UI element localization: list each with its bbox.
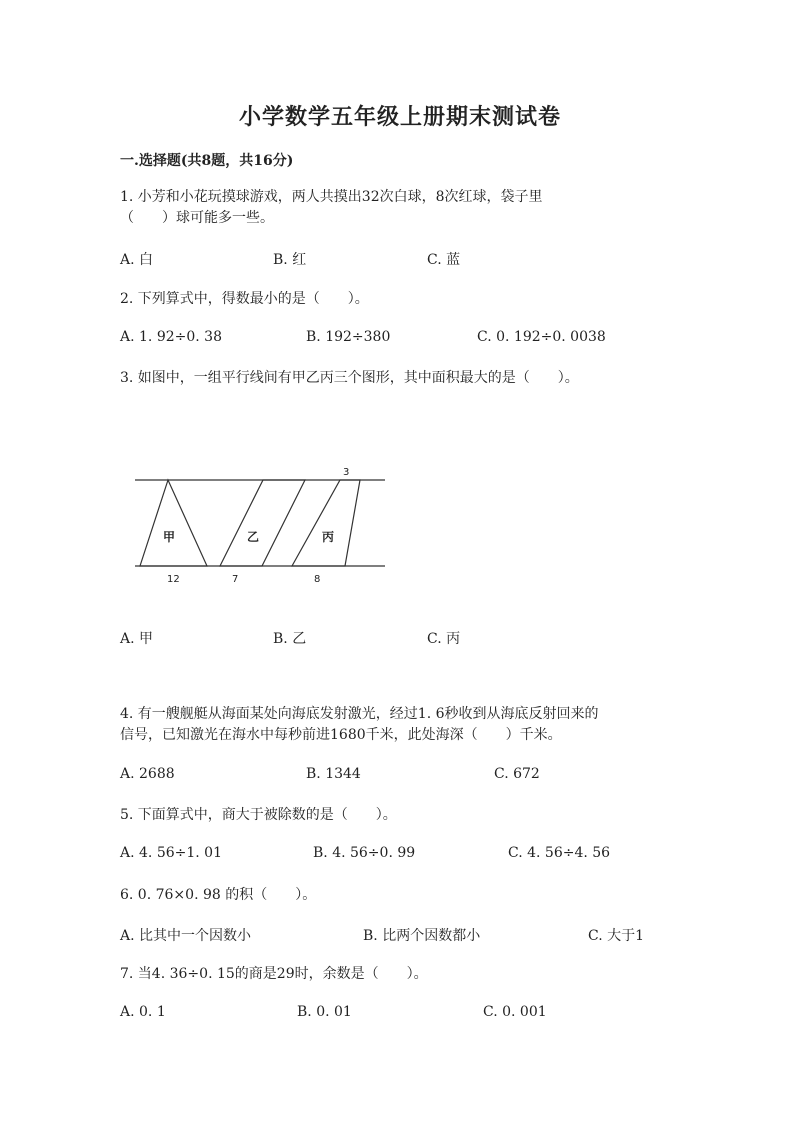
q6-option-a: A. 比其中一个因数小: [120, 928, 252, 944]
label-yi: 乙: [247, 530, 260, 544]
section-heading: 一.选择题(共8题，共16分): [120, 153, 294, 169]
question-4-line1: 4. 有一艘舰艇从海面某处向海底发射激光，经过1. 6秒收到从海底反射回来的: [120, 706, 599, 722]
q2-option-a: A. 1. 92÷0. 38: [120, 329, 222, 345]
question-1-line2: （ ）球可能多一些。: [120, 210, 274, 226]
shape-yi-parallelogram: [220, 480, 305, 566]
question-3: 3. 如图中，一组平行线间有甲乙丙三个图形，其中面积最大的是（ ）。: [120, 370, 579, 386]
q3-option-c: C. 丙: [427, 631, 461, 647]
label-jia: 甲: [163, 530, 176, 544]
q6-option-c: C. 大于1: [588, 928, 645, 944]
q2-option-c: C. 0. 192÷0. 0038: [477, 329, 606, 345]
question-4-line2: 信号，已知激光在海水中每秒前进1680千米，此处海深（ ）千米。: [120, 727, 562, 743]
question-2: 2. 下列算式中，得数最小的是（ ）。: [120, 291, 369, 307]
q5-option-c: C. 4. 56÷4. 56: [508, 845, 611, 861]
q1-option-b: B. 红: [273, 252, 307, 268]
q3-option-a: A. 甲: [120, 631, 154, 647]
q4-option-a: A. 2688: [120, 766, 175, 782]
label-bottom-8: 8: [314, 574, 321, 585]
q4-option-c: C. 672: [494, 766, 540, 782]
q7-option-c: C. 0. 001: [483, 1004, 547, 1020]
label-bottom-12: 12: [167, 574, 180, 585]
q4-option-b: B. 1344: [306, 766, 361, 782]
question-4: [120, 704, 680, 746]
q3-option-b: B. 乙: [273, 631, 307, 647]
question-6: 6. 0. 76×0. 98 的积（ ）。: [120, 887, 317, 903]
label-bottom-7: 7: [232, 574, 239, 585]
q1-option-a: A. 白: [120, 252, 154, 268]
label-top-3: 3: [343, 467, 350, 478]
q1-option-c: C. 蓝: [427, 252, 461, 268]
shape-bing-trapezoid: [292, 480, 360, 566]
question-1-line1: 1. 小芳和小花玩摸球游戏，两人共摸出32次白球，8次红球，袋子里: [120, 189, 543, 205]
question-7: 7. 当4. 36÷0. 15的商是29时，余数是（ ）。: [120, 966, 428, 982]
page-title: 小学数学五年级上册期末测试卷: [238, 104, 561, 130]
label-bing: 丙: [322, 530, 335, 544]
q7-option-a: A. 0. 1: [120, 1004, 166, 1020]
q6-option-b: B. 比两个因数都小: [363, 928, 481, 944]
q5-option-b: B. 4. 56÷0. 99: [313, 845, 416, 861]
shape-jia-triangle: [140, 480, 207, 566]
question-5: 5. 下面算式中，商大于被除数的是（ ）。: [120, 807, 397, 823]
q5-option-a: A. 4. 56÷1. 01: [120, 845, 222, 861]
q7-option-b: B. 0. 01: [297, 1004, 352, 1020]
q2-option-b: B. 192÷380: [306, 329, 391, 345]
